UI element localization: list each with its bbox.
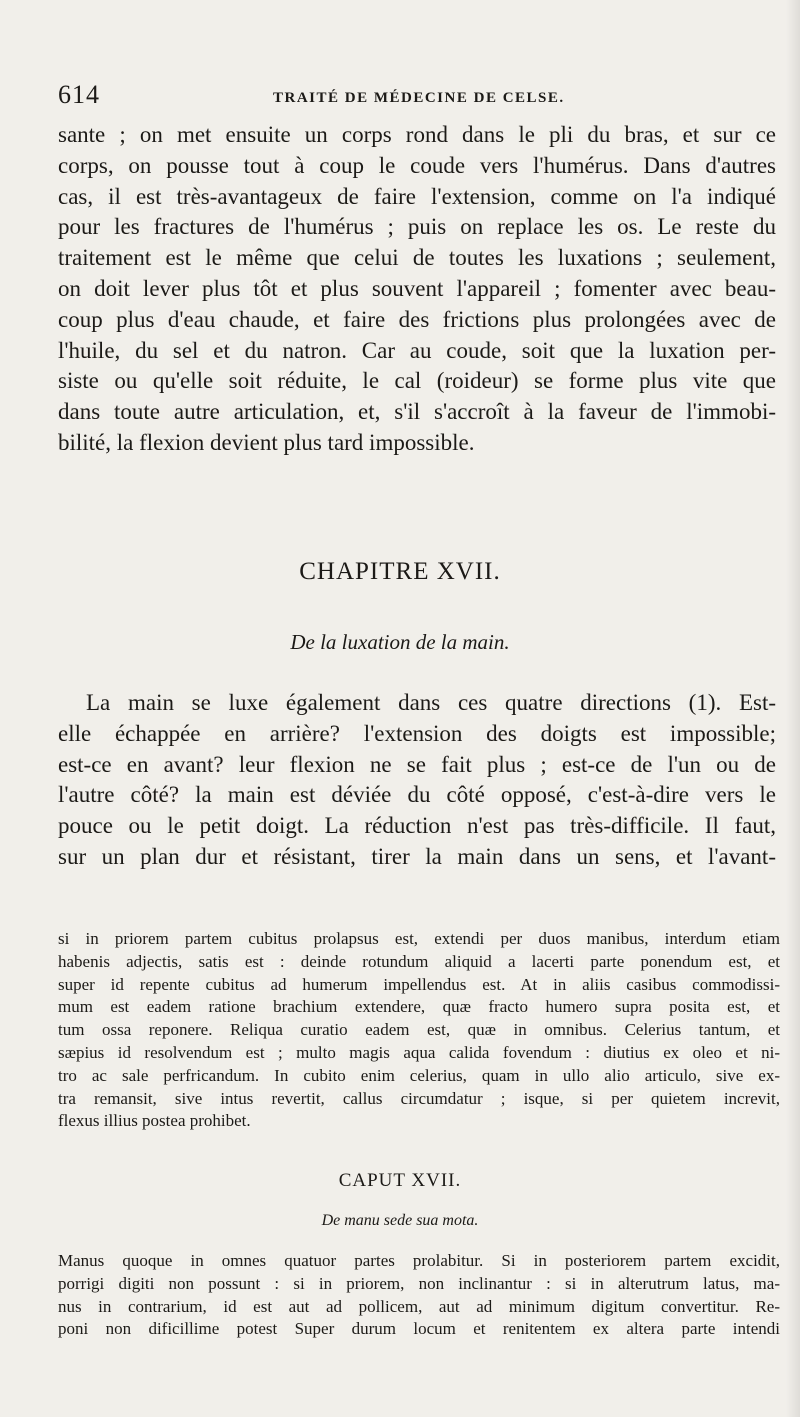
chapter-subtitle: De la luxation de la main. <box>290 630 510 654</box>
text-line: cas, il est très-avantageux de faire l'extension, comme on l'a indiqué <box>58 183 776 209</box>
french-paragraph-2 <box>58 688 776 873</box>
page-edge-shadow <box>786 0 800 1417</box>
text-line: est-ce en avant? leur flexion ne se fait plus ; est-ce de l'un ou de <box>58 751 776 777</box>
french-paragraph-1 <box>58 120 776 459</box>
chapter-title: CHAPITRE XVII. <box>299 558 501 585</box>
text-line: habenis adjectis, satis est : deinde rotundum aliquid a lacerti parte ponendum est, et <box>58 951 780 971</box>
text-line: si in priorem partem cubitus prolapsus est, extendi per duos manibus, interdum etiam <box>58 929 780 948</box>
text-line: flexus illius postea prohibet. <box>58 1111 251 1131</box>
text-line: sur un plan dur et résistant, tirer la main dans un sens, et l'avant- <box>58 843 776 869</box>
text-line: La main se luxe également dans ces quatre directions (1). Est- <box>86 690 776 715</box>
text-line: pouce ou le petit doigt. La réduction n'est pas très-difficile. Il faut, <box>58 813 776 839</box>
text-line: sæpius id resolvendum est ; multo magis aqua calida fovendum : diutius ex oleo et ni- <box>58 1042 780 1062</box>
text-line: tro ac sale perfricandum. In cubito enim celerius, quam in ullo alio articulo, sive ex- <box>58 1065 780 1085</box>
running-head: TRAITÉ DE MÉDECINE DE CELSE. <box>273 90 565 106</box>
text-line: dans toute autre articulation, et, s'il s'accroît à la faveur de l'immobi- <box>58 399 776 425</box>
latin-paragraph-1 <box>58 928 780 1133</box>
text-line: Manus quoque in omnes quatuor partes prolabitur. Si in posteriorem partem excidit, <box>58 1251 780 1270</box>
text-line: sante ; on met ensuite un corps rond dans le pli du bras, et sur ce <box>58 122 776 147</box>
text-line: l'huile, du sel et du natron. Car au coude, soit que la luxation per- <box>58 337 776 363</box>
text-line: elle échappée en arrière? l'extension des doigts est impossible; <box>58 720 776 746</box>
text-line: coup plus d'eau chaude, et faire des frictions plus prolongées avec de <box>58 306 776 332</box>
text-line: bilité, la flexion devient plus tard impossible. <box>58 429 475 455</box>
text-line: pour les fractures de l'humérus ; puis on replace les os. Le reste du <box>58 214 776 240</box>
text-line: corps, on pousse tout à coup le coude vers l'humérus. Dans d'autres <box>58 152 776 178</box>
text-line: on doit lever plus tôt et plus souvent l'appareil ; fomenter avec beau- <box>58 275 776 301</box>
page-number: 614 <box>58 80 100 109</box>
text-line: tra remansit, sive intus revertit, callus circumdatur ; isque, si per quietem increvit, <box>58 1088 780 1108</box>
text-line: nus in contrarium, id est aut ad pollicem, aut ad minimum digitum convertitur. Re- <box>58 1296 780 1316</box>
caput-subtitle: De manu sede sua mota. <box>321 1212 479 1229</box>
latin-paragraph-2 <box>58 1250 780 1341</box>
caput-title: CAPUT XVII. <box>338 1170 462 1191</box>
text-line: porrigi digiti non possunt : si in priorem, non inclinantur : si in alterutrum latus, ma- <box>58 1273 780 1293</box>
text-line: tum ossa reponere. Reliqua curatio eadem est, quæ in omnibus. Celerius tantum, et <box>58 1020 780 1040</box>
text-line: traitement est le même que celui de toutes les luxations ; seulement, <box>58 245 776 271</box>
text-line: mum est eadem ratione brachium extendere, quæ fracto humero supra posita est, et <box>58 997 780 1017</box>
text-line: poni non dificillime potest Super durum locum et renitentem ex altera parte intendi <box>58 1319 780 1339</box>
text-line: l'autre côté? la main est déviée du côté opposé, c'est-à-dire vers le <box>58 782 776 808</box>
text-line: siste ou qu'elle soit réduite, le cal (roideur) se forme plus vite que <box>58 368 776 394</box>
text-line: super id repente cubitus ad humerum impellendus est. At in aliis casibus commodissi- <box>58 974 780 994</box>
page-header <box>58 80 740 114</box>
